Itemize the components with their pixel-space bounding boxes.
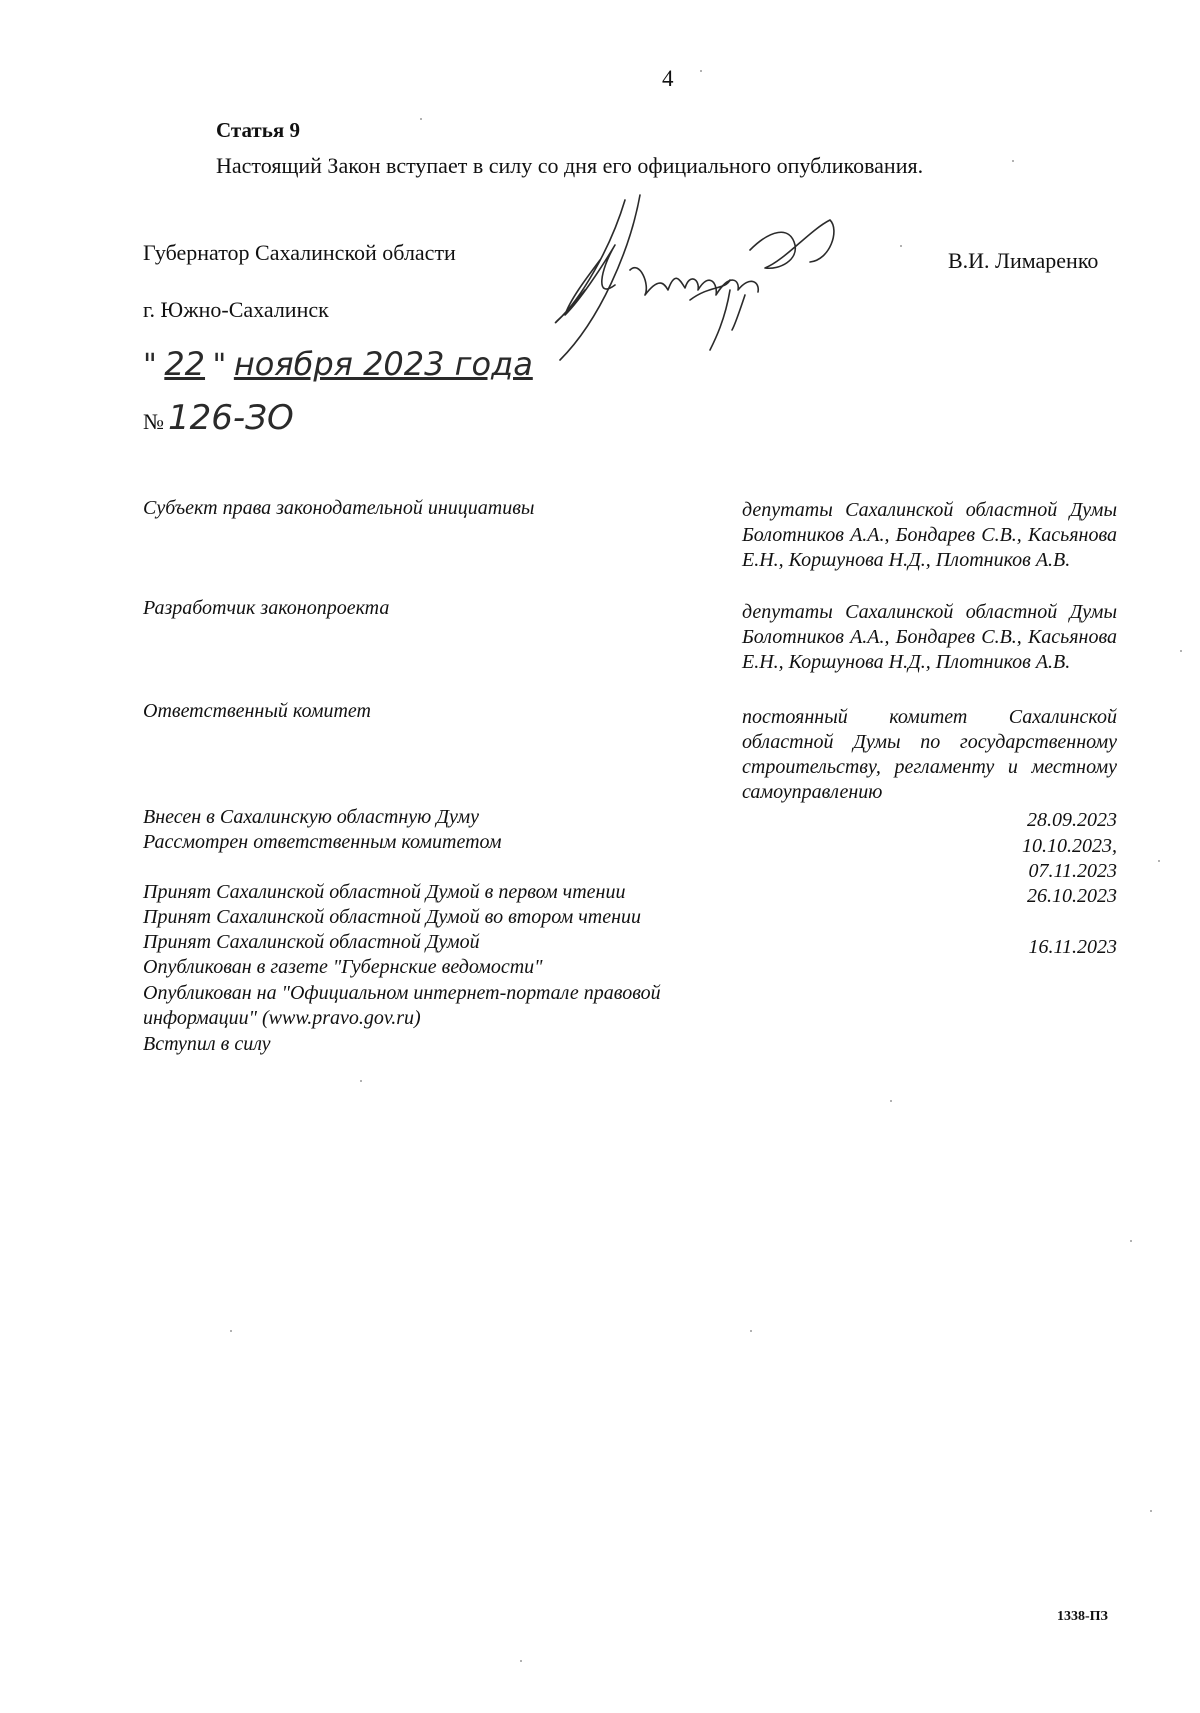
date-day: 22 bbox=[164, 345, 206, 383]
handwritten-signature bbox=[540, 190, 860, 390]
info-value-committee: постоянный комитет Сахалинской областной Думы по государственному строительству, регламенту и местному самоуправлению bbox=[742, 706, 1117, 803]
footer-code: 1338-ПЗ bbox=[1057, 1609, 1108, 1624]
timeline-label-second-reading: Принят Сахалинской областной Думой во втором чтении bbox=[143, 906, 642, 928]
timeline-label-reviewed: Рассмотрен ответственным комитетом bbox=[143, 831, 502, 853]
date-month-year: ноября 2023 года bbox=[233, 345, 533, 383]
timeline-label-first-reading: Принят Сахалинской областной Думой в первом чтении bbox=[143, 881, 626, 903]
law-number bbox=[143, 398, 294, 438]
article-title: Статья 9 bbox=[216, 118, 300, 142]
number-sign: № bbox=[143, 409, 164, 434]
info-value-developer: депутаты Сахалинской областной Думы Болотников А.А., Бондарев С.В., Касьянова Е.Н., Коршунова Н.Д., Плотников А.В. bbox=[742, 601, 1117, 673]
timeline-label-portal-2: информации" (www.pravo.gov.ru) bbox=[143, 1007, 421, 1029]
governor-title: Губернатор Сахалинской области bbox=[143, 240, 456, 265]
timeline-label-in-force: Вступил в силу bbox=[143, 1033, 271, 1055]
signing-city: г. Южно-Сахалинск bbox=[143, 297, 329, 322]
timeline-date-first-reading: 26.10.2023 bbox=[1027, 885, 1117, 907]
info-label-committee: Ответственный комитет bbox=[143, 700, 371, 722]
timeline-date-reviewed: 10.10.2023, bbox=[1022, 835, 1117, 857]
timeline-label-adopted: Принят Сахалинской областной Думой bbox=[143, 931, 480, 953]
date-line bbox=[143, 345, 533, 383]
info-label-developer: Разработчик законопроекта bbox=[143, 597, 390, 619]
page-number: 4 bbox=[662, 66, 674, 91]
info-value-initiative: депутаты Сахалинской областной Думы Болотников А.А., Бондарев С.В., Касьянова Е.Н., Коршунова Н.Д., Плотников А.В. bbox=[742, 499, 1117, 571]
timeline-date-reviewed-2: 07.11.2023 bbox=[1028, 860, 1117, 882]
timeline-date-submitted: 28.09.2023 bbox=[1027, 809, 1117, 831]
number-value: 126-ЗО bbox=[168, 398, 294, 438]
article-text: Настоящий Закон вступает в силу со дня его официального опубликования. bbox=[216, 153, 924, 178]
timeline-date-adopted: 16.11.2023 bbox=[1028, 936, 1117, 958]
date-quote-close: " bbox=[212, 348, 227, 383]
timeline-label-portal: Опубликован на "Официальном интернет-портале правовой bbox=[143, 982, 661, 1004]
info-label-initiative: Субъект права законодательной инициативы bbox=[143, 497, 535, 519]
timeline-label-submitted: Внесен в Сахалинскую областную Думу bbox=[143, 806, 480, 828]
governor-name: В.И. Лимаренко bbox=[948, 248, 1099, 273]
timeline-label-newspaper: Опубликован в газете "Губернские ведомости" bbox=[143, 956, 543, 978]
date-quote-open: " bbox=[143, 348, 157, 383]
